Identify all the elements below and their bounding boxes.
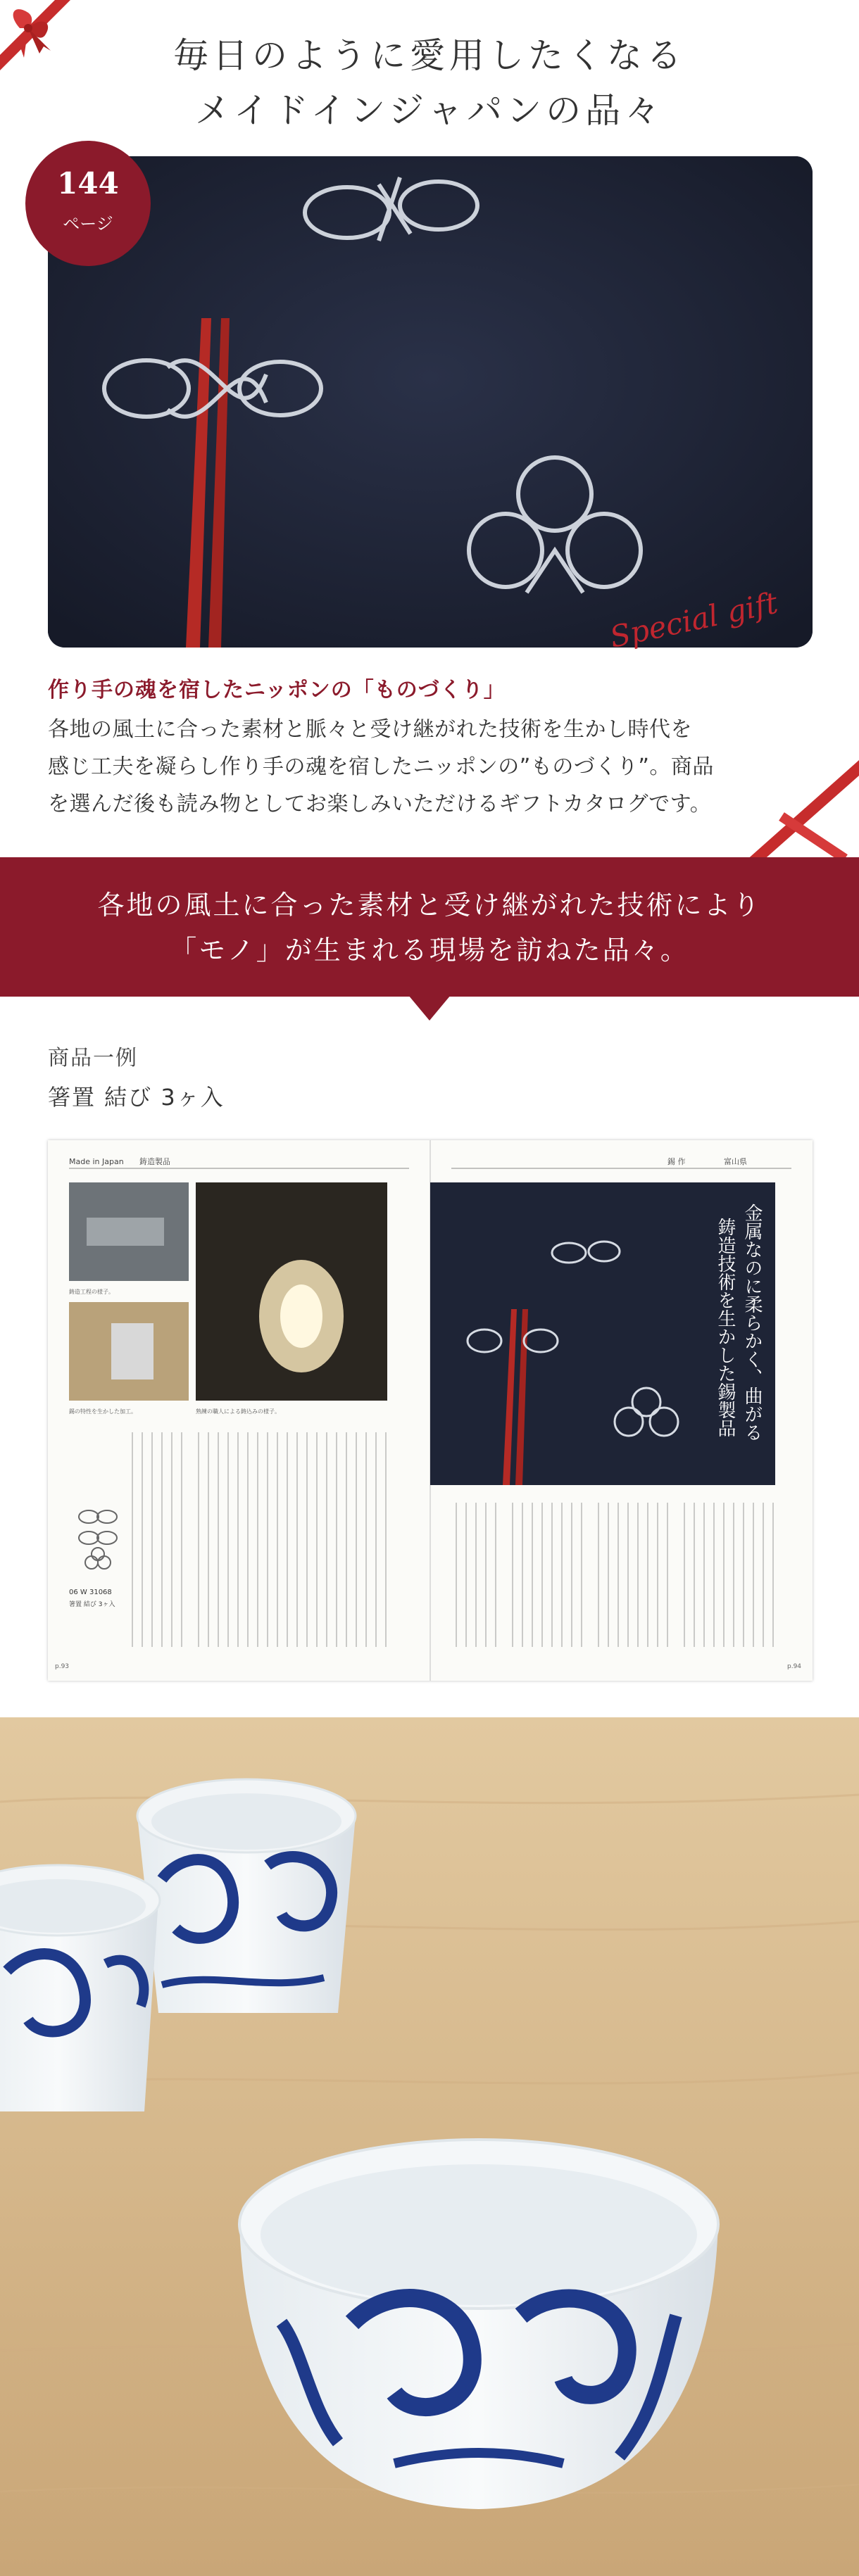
- example-product-name: 箸置 結び 3ヶ入: [48, 1084, 225, 1111]
- magazine-page-right: p.94: [787, 1663, 802, 1670]
- magazine-vertical-title-1: 金属なのに柔らかく、曲がる: [741, 1204, 763, 1441]
- page-headline: [0, 28, 859, 138]
- ribbon-decoration-bottom: [690, 739, 859, 873]
- example-label: 商品一例: [48, 1046, 138, 1071]
- headline-line-2: メイドインジャパンの品々: [194, 90, 665, 131]
- feature-banner: [0, 857, 859, 997]
- intro-body-line-3: を選んだ後も読み物としてお楽しみいただけるギフトカタログです。: [48, 792, 712, 816]
- magazine-caption-2: 錫の特性を生かした加工。: [69, 1408, 137, 1415]
- page-badge: [25, 141, 151, 266]
- intro-body-line-1: 各地の風土に合った素材と脈々と受け継がれた技術を生かし時代を: [48, 717, 692, 742]
- banner-line-1: 各地の風土に合った素材と受け継がれた技術により: [97, 890, 762, 921]
- svg-text:Special gift: Special gift: [606, 585, 781, 655]
- banner-arrow: [408, 995, 451, 1021]
- intro-body-line-2: 感じ工夫を凝らし作り手の魂を宿したニッポンの”ものづくり”。商品: [48, 755, 714, 779]
- magazine-right-section-1: 錫 作: [667, 1157, 686, 1166]
- magazine-product-name: 箸置 結び 3ヶ入: [69, 1601, 115, 1608]
- headline-line-1: 毎日のように愛用したくなる: [173, 35, 686, 76]
- bowl-photo: [0, 1717, 859, 2576]
- magazine-vertical-title-2: 鋳造技術を生かした錫製品: [715, 1218, 736, 1437]
- badge-page-unit: ページ: [63, 214, 113, 234]
- catalog-spread-image: [48, 1140, 813, 1681]
- magazine-left-section: 鋳造製品: [139, 1157, 170, 1166]
- magazine-page-left: p.93: [55, 1663, 70, 1670]
- banner-line-2: 「モノ」が生まれる現場を訪ねた品々。: [170, 935, 689, 966]
- badge-page-number: 144: [57, 166, 119, 201]
- intro-title: 作り手の魂を宿したニッポンの「ものづくり」: [48, 678, 506, 702]
- magazine-product-code: 06 W 31068: [69, 1589, 112, 1596]
- magazine-left-tag: Made in Japan: [69, 1157, 124, 1166]
- magazine-caption-3: 熟練の職人による鋳込みの様子。: [196, 1408, 280, 1415]
- magazine-right-section-2: 富山県: [724, 1157, 747, 1166]
- special-gift-logo: [598, 577, 838, 662]
- magazine-caption-1: 鋳造工程の様子。: [69, 1289, 114, 1295]
- hero-image: [48, 156, 813, 648]
